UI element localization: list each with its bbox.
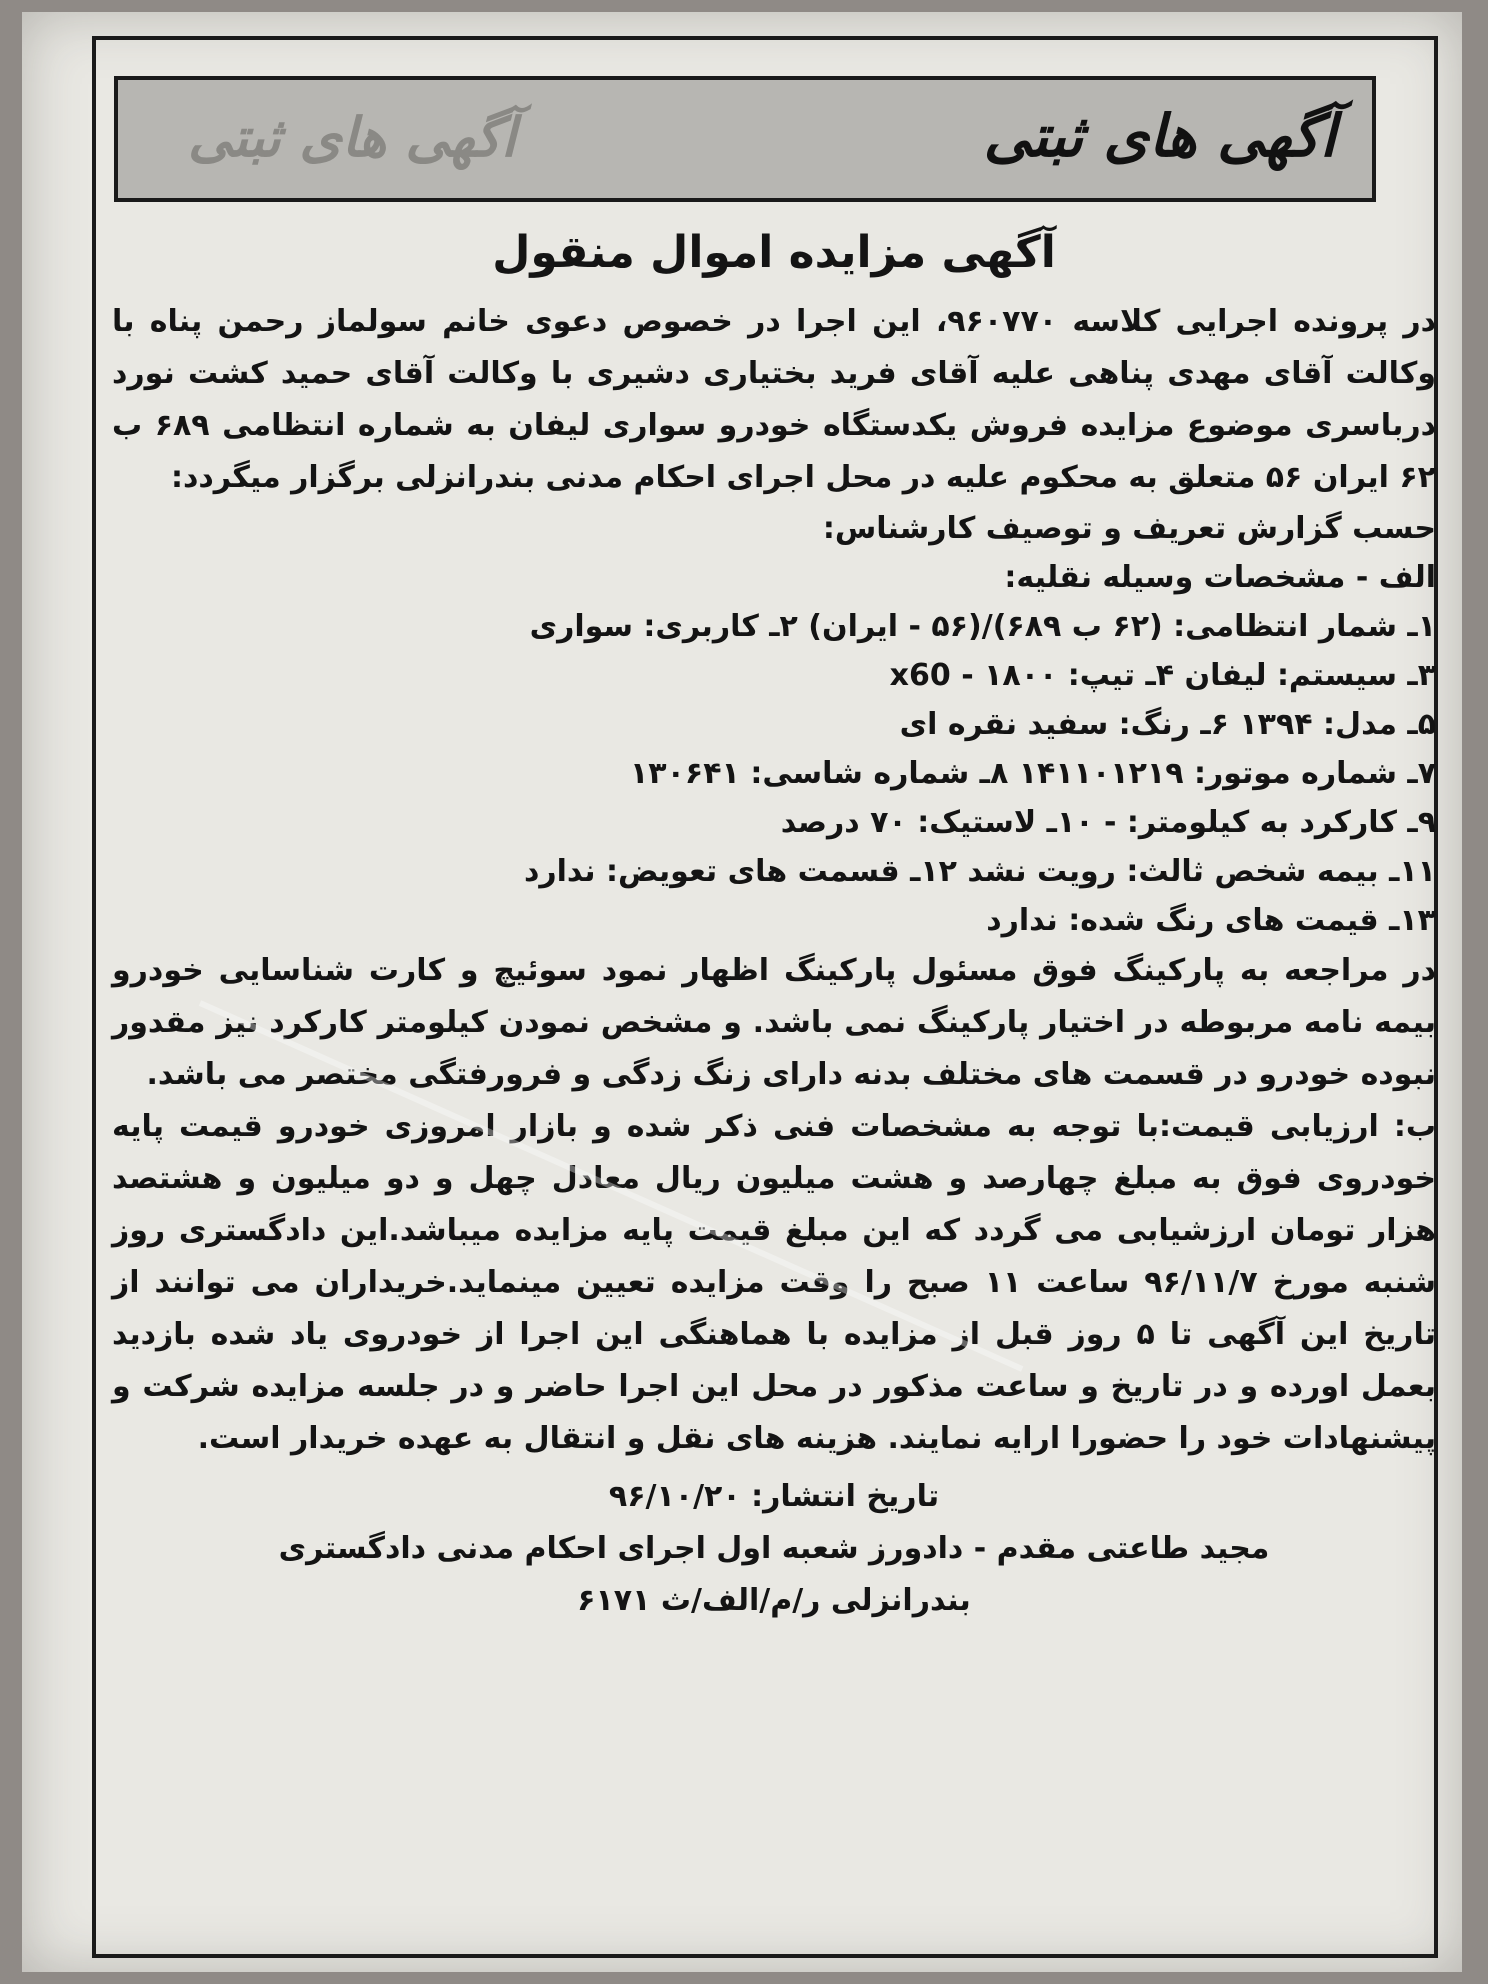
expert-report-line: حسب گزارش تعریف و توصیف کارشناس: (822, 511, 1436, 546)
spec-line-engine-chassis: ۷ـ شماره موتور: ۱۴۱۱۰۱۲۱۹ ۸ـ شماره شاسی: ۱۳۰۶۴۱ (630, 756, 1436, 791)
publish-date: تاریخ انتشار: ۹۶/۱۰/۲۰ (608, 1479, 940, 1514)
signature-line-2: بندرانزلی ر/م/الف/ث ۶۱۷۱ (577, 1583, 971, 1618)
section-header-band (114, 76, 1376, 202)
notice-body (112, 216, 1436, 1627)
section-header-ghost-title: آگهی های ثبتی (188, 106, 517, 169)
spec-line-painted-parts: ۱۳ـ قیمت های رنگ شده: ندارد (986, 903, 1436, 938)
parking-paragraph: در مراجعه به پارکینگ فوق مسئول پارکینگ اظهار نمود سوئیچ و کارت شناسایی خودرو بیمه نامه مربوطه در اختیار پارکینگ نمی باشد. و مشخص نمودن کیلومتر کارکرد نیز مقدور نبوده خودرو در قسمت های مختلف بدنه دارای زنگ زدگی و فرورفتگی مختصر می باشد. (112, 953, 1436, 1092)
vehicle-specs-heading: الف - مشخصات وسیله نقلیه: (1004, 560, 1436, 595)
intro-paragraph: در پرونده اجرایی کلاسه ۹۶۰۷۷۰، این اجرا در خصوص دعوی خانم سولماز رحمن پناه با وکالت آقای مهدی پناهی علیه آقای فرید بختیاری دشیری با وکالت آقای حمید کشت نورد درباسری موضوع مزایده فروش یکدستگاه خودرو سواری لیفان به شماره انتظامی ۶۸۹ ب ۶۲ ایران ۵۶ متعلق به محکوم علیه در محل اجرای احکام مدنی بندرانزلی برگزار میگردد: (112, 304, 1436, 495)
spec-line-model-color: ۵ـ مدل: ۱۳۹۴ ۶ـ رنگ: سفید نقره ای (899, 707, 1436, 742)
valuation-paragraph: ب: ارزیابی قیمت:با توجه به مشخصات فنی ذکر شده و بازار امروزی خودرو قیمت پایه خودروی فوق به مبلغ چهارصد و هشت میلیون ریال معادل چهل و دو میلیون و هشتصد هزار تومان ارزشیابی می گردد که این مبلغ قیمت پایه مزایده میباشد.این دادگستری روز شنبه مورخ ۹۶/۱۱/۷ ساعت ۱۱ صبح را وقت مزایده تعیین مینماید.خریداران می توانند از تاریخ این آگهی تا ۵ روز قبل از مزایده با هماهنگی این اجرا از خودروی یاد شده بازدید بعمل اورده و در تاریخ و ساعت مذکور در محل این اجرا حاضر و در جلسه مزایده شرکت و پیشنهادات خود را حضورا ارایه نمایند. هزینه های نقل و انتقال به عهده خریدار است. (112, 1109, 1436, 1456)
spec-line-insurance-parts: ۱۱ـ بیمه شخص ثالث: رویت نشد ۱۲ـ قسمت های تعویض: ندارد (523, 854, 1436, 889)
notice-title: آگهی مزایده اموال منقول (492, 227, 1056, 278)
spec-line-mileage-tires: ۹ـ کارکرد به کیلومتر: - ۱۰ـ لاستیک: ۷۰ درصد (780, 805, 1436, 840)
section-header-title: آگهی های ثبتی (983, 102, 1336, 170)
spec-line-plate-usage: ۱ـ شمار انتظامی: (۶۲ ب ۶۸۹)/(۵۶ - ایران) ۲ـ کاربری: سواری (529, 609, 1436, 644)
signature-line-1: مجید طاعتی مقدم - دادورز شعبه اول اجرای احکام مدنی دادگستری (278, 1531, 1270, 1566)
spec-line-system-type: ۳ـ سیستم: لیفان ۴ـ تیپ: ۱۸۰۰ - x60 (889, 658, 1436, 693)
